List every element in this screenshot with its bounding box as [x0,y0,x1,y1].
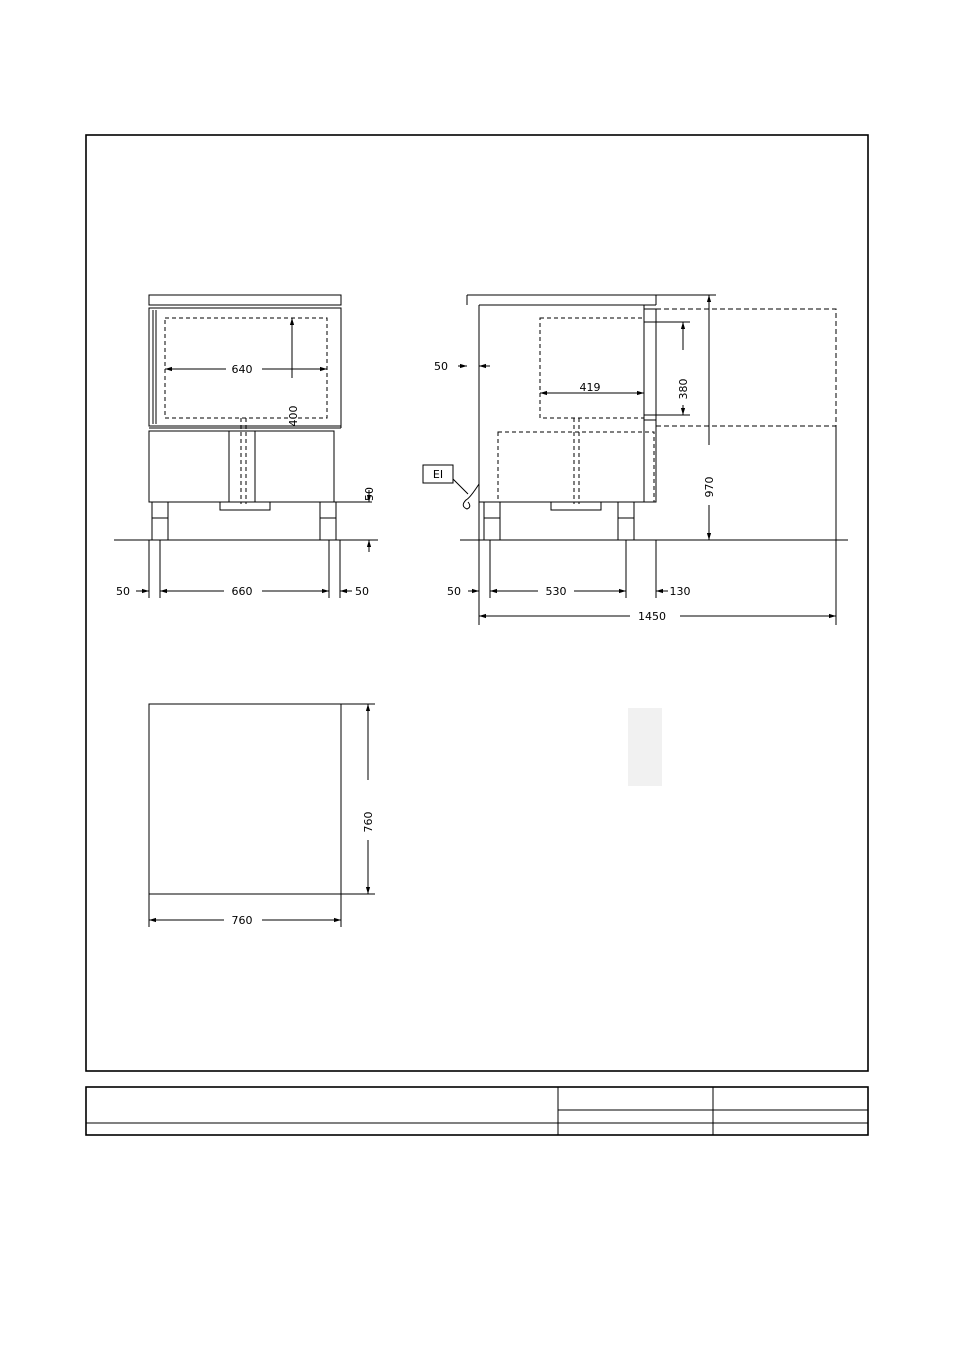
side-drain-tray [551,502,601,510]
side-dim-50-label: 50 [434,360,448,373]
side-view [423,295,848,625]
front-leg-right [320,502,336,540]
ei-label: EI [432,468,444,481]
dim-400-label: 400 [287,405,300,427]
side-dim-left50-label: 50 [447,585,461,598]
side-leg-right [618,502,634,540]
side-lower-dashed [498,432,654,502]
front-view [114,295,378,598]
title-block [86,1087,868,1135]
drawing-frame [86,135,868,1071]
front-top-slab [149,295,341,305]
side-leg-left [484,502,500,540]
top-dim-width-label: 760 [231,914,253,927]
front-leg-left [152,502,168,540]
side-dim-530-label: 530 [545,585,567,598]
dim-640-label: 640 [231,363,253,376]
side-dim-970-label: 970 [703,476,716,498]
front-drain-tray [220,502,270,510]
side-dim-380-label: 380 [677,378,690,400]
top-view-outline [149,704,341,894]
top-view [149,704,375,927]
dim-660-label: 660 [231,585,253,598]
side-dim-130-label: 130 [669,585,691,598]
dim-left50-label: 50 [116,585,130,598]
watermark-stamp [628,708,662,786]
dim-right50-label: 50 [355,585,369,598]
side-inner-chamber [540,318,644,418]
ei-connection-hose [453,479,479,509]
side-dim-1450-label: 1450 [638,610,666,623]
top-dim-depth-label: 760 [362,811,375,833]
dim-foot-label: 50 [363,487,376,501]
title-block-frame [86,1087,868,1135]
side-dim-419-label: 419 [579,381,601,394]
